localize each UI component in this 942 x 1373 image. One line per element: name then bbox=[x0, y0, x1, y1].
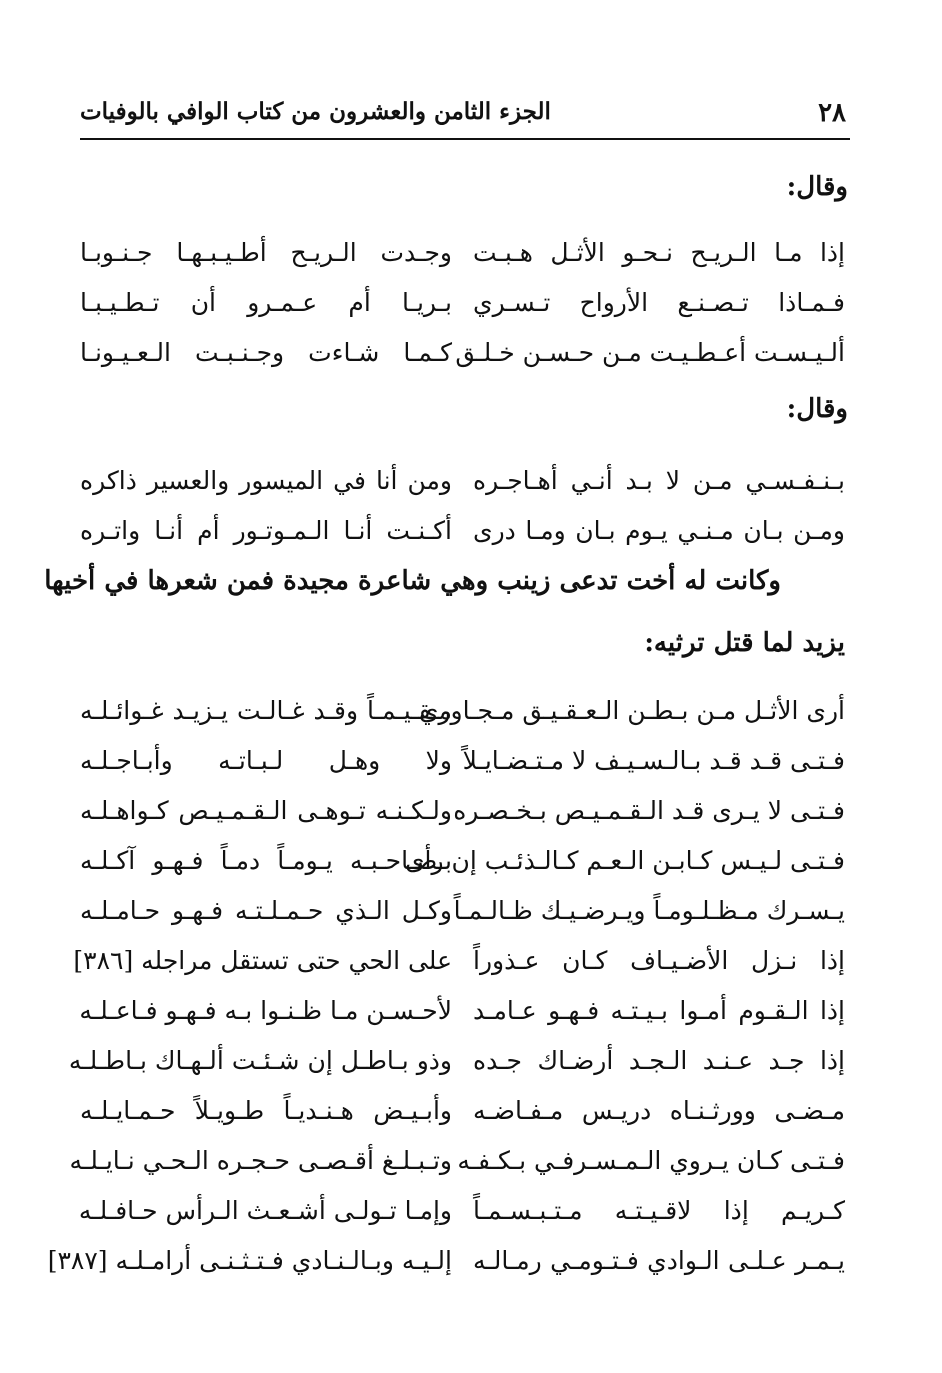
verse-second-hemistich: كـمـا شـاءت وجـنـبـت الـعـيـونـا bbox=[80, 338, 452, 367]
verse-first-hemistich: إذا الـقـوم أمـوا بـيـتـه فـهـو عـامـد bbox=[473, 996, 845, 1025]
verse-second-hemistich: وذو بـاطـل إن شـئـت ألـهـاك بـاطـلـه bbox=[68, 1046, 452, 1075]
verse-second-hemistich: ولا وهـل لـبـاتـه وأبـاجـلـه bbox=[80, 746, 452, 775]
verse-line bbox=[80, 896, 845, 936]
page-number: ٢٨ bbox=[818, 98, 846, 128]
verse-first-hemistich: يـمـر عـلـى الـوادي فـتـومـي رمـالـه bbox=[473, 1246, 845, 1275]
verse-second-hemistich: إلـيـه وبـالـنـادي فـتـثـنـى أرامـلـه [٣٨٧] bbox=[47, 1246, 452, 1275]
verse-first-hemistich: كـريـم إذا لاقـيـتـه مـتـبـسـمـاً bbox=[473, 1196, 845, 1225]
verse-first-hemistich: يـسـرك مـظـلـومـاً ويـرضـيـك ظـالـمـاً bbox=[453, 896, 845, 925]
verse-first-hemistich: بـنـفـسـي مـن لا بـد أنـي أهـاجـره bbox=[473, 466, 845, 495]
verse-second-hemistich: وتـبـلـغ أقـصـى حـجـره الـحـي نـايـلـه bbox=[69, 1146, 452, 1175]
verse-first-hemistich: إذا جـد عـنـد الـجـد أرضـاك جـده bbox=[473, 1046, 845, 1075]
verse-line bbox=[80, 288, 845, 328]
verse-line bbox=[73, 946, 845, 986]
verse-line bbox=[68, 1046, 845, 1086]
verse-second-hemistich: وأبـيـض هـنـديـاً طـويـلاً حـمـايـلـه bbox=[80, 1096, 452, 1125]
verse-line bbox=[80, 796, 845, 836]
verse-line bbox=[80, 1096, 845, 1136]
verse-line bbox=[80, 238, 845, 278]
verse-line bbox=[47, 1246, 845, 1286]
verse-first-hemistich: فـتـى قـد قـد بـالـسـيـف لا مـتـضـايـلاً bbox=[462, 746, 845, 775]
verse-intro-2: وقال: bbox=[786, 394, 848, 424]
verse-first-hemistich: إذا نـزل الأضـيـاف كـان عـذوراً bbox=[473, 946, 845, 975]
verse-second-hemistich: لأحـسـن مـا ظـنـوا بـه فـهـو فـاعـلـه bbox=[79, 996, 452, 1025]
verse-second-hemistich: بـريـا أم عـمـرو أن تـطـيـبـا bbox=[80, 288, 452, 317]
verse-second-hemistich: أكـنـت أنـا الـمـوتـور أم أنـا واتـره bbox=[80, 516, 452, 545]
verse-second-hemistich: وجـدت الـريـح أطـيـبـهـا جـنـوبـا bbox=[80, 238, 452, 267]
verse-second-hemistich: وإمـا تـولـى أشـعـث الـرأس حـافـلـه bbox=[78, 1196, 452, 1225]
verse-line bbox=[80, 696, 845, 736]
verse-line bbox=[80, 846, 845, 886]
verse-first-hemistich: ومـن بـان مـنـي يـوم بـان ومـا درى bbox=[473, 516, 845, 545]
running-title: الجزء الثامن والعشرون من كتاب الوافي بالوفيات bbox=[80, 98, 551, 125]
verse-second-hemistich: وكـل الـذي حـمـلـتـه فـهـو حـامـلـه bbox=[80, 896, 452, 925]
verse-intro-1: وقال: bbox=[786, 172, 848, 202]
verse-first-hemistich: أرى الأثـل مـن بـطـن الـعـقـيـق مـجـاوري bbox=[418, 696, 845, 725]
verse-first-hemistich: فـمـاذا تـصـنـع الأرواح تـسـري bbox=[473, 288, 845, 317]
verse-second-hemistich: ولـكـنـه تـوهـى الـقـمـيـص كـواهـلـه bbox=[80, 796, 452, 825]
verse-first-hemistich: ألـيـسـت أعـطـيـت مـن حـسـن خـلـق bbox=[455, 338, 845, 367]
verse-first-hemistich: إذا مـا الـريـح نـحـو الأثـل هـبـت bbox=[473, 238, 845, 267]
verse-line bbox=[80, 996, 845, 1036]
verse-second-hemistich: مـقـيـمـاً وقـد غـالـت يـزيـد غـوائـلـه bbox=[80, 696, 452, 725]
verse-line bbox=[80, 516, 845, 556]
verse-first-hemistich: فـتـى لا يـرى قـد الـقـمـيـص بـخـصـره bbox=[453, 796, 845, 825]
verse-second-hemistich: ومن أنا في الميسور والعسير ذاكره bbox=[80, 466, 452, 495]
verse-line bbox=[80, 466, 845, 506]
verse-second-hemistich: بـصـاحـبـه يـومـاً دمـاً فـهـو آكـلـه bbox=[80, 846, 452, 875]
prose-line-1: وكانت له أخت تدعى زينب وهي شاعرة مجيدة فمن شعرها في أخيها bbox=[44, 566, 781, 596]
verse-line bbox=[80, 746, 845, 786]
verse-first-hemistich: فـتـى لـيـس كـابـن الـعـم كـالـذئـب إن رأى bbox=[404, 846, 845, 875]
verse-line bbox=[69, 1146, 845, 1186]
verse-first-hemistich: فـتـى كـان يـروي الـمـسـرفـي بـكـفـه bbox=[457, 1146, 845, 1175]
verse-line bbox=[80, 338, 845, 378]
verse-line bbox=[80, 1196, 845, 1236]
prose-line-2: يزيد لما قتل ترثيه: bbox=[644, 628, 845, 658]
verse-first-hemistich: مـضـى وورثـنـاه دريـس مـفـاضـه bbox=[473, 1096, 845, 1125]
page-header bbox=[80, 88, 850, 140]
verse-second-hemistich: على الحي حتى تستقل مراجله [٣٨٦] bbox=[73, 946, 452, 975]
